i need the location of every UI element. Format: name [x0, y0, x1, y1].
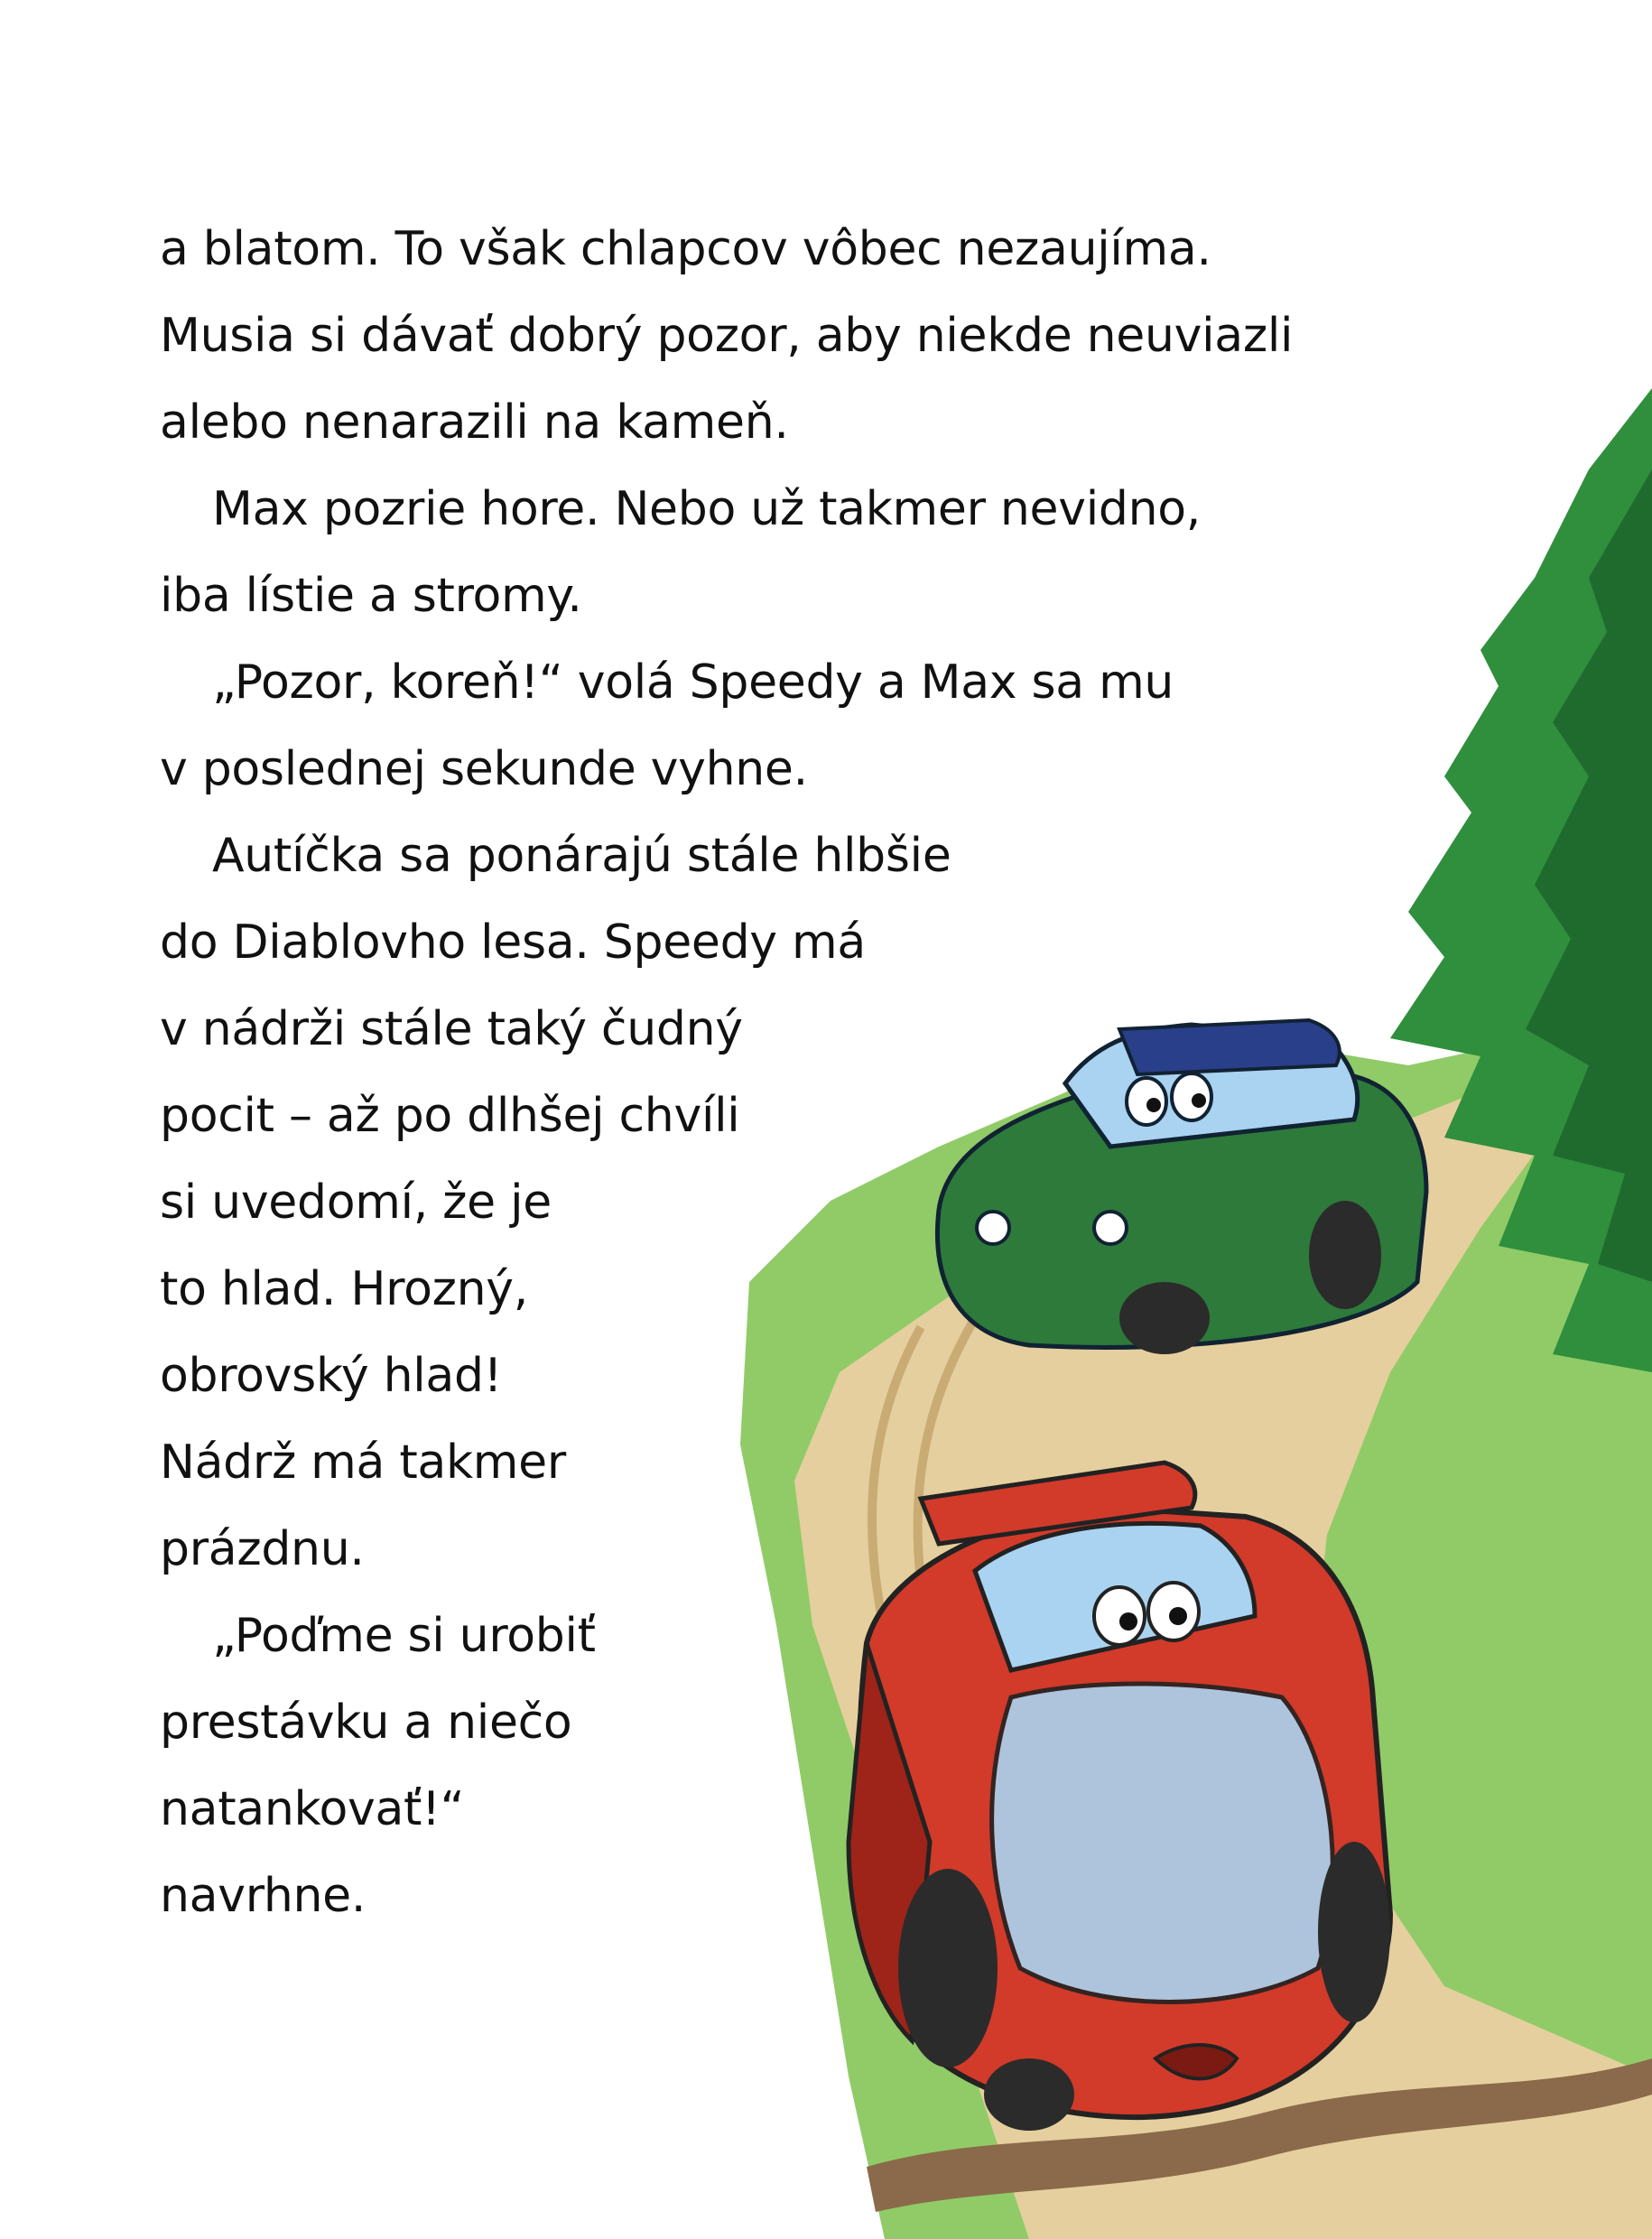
- story-line: Max pozrie hore. Nebo už takmer nevidno,: [212, 482, 1201, 536]
- story-line: prestávku a niečo: [160, 1696, 572, 1750]
- story-line: navrhne.: [160, 1869, 367, 1923]
- story-line: Autíčka sa ponárajú stále hlbšie: [212, 829, 951, 883]
- story-line: natankovať!“: [160, 1782, 465, 1836]
- story-line: v nádrži stále taký čudný: [160, 1002, 743, 1056]
- story-line: „Pozor, koreň!“ volá Speedy a Max sa mu: [212, 655, 1174, 710]
- story-line: v poslednej sekunde vyhne.: [160, 742, 808, 796]
- story-line: obrovský hlad!: [160, 1349, 503, 1403]
- story-line: pocit – až po dlhšej chvíli: [160, 1089, 740, 1143]
- story-line: iba lístie a stromy.: [160, 569, 582, 623]
- story-line: alebo nenarazili na kameň.: [160, 395, 789, 450]
- story-line: Musia si dávať dobrý pozor, aby niekde neuviazli: [160, 309, 1294, 363]
- story-text: [160, 206, 1469, 1939]
- story-line: Nádrž má takmer: [160, 1435, 566, 1490]
- story-line: a blatom. To však chlapcov vôbec nezaujíma.: [160, 222, 1211, 276]
- story-line: prázdnu.: [160, 1522, 365, 1576]
- story-line: si uvedomí, že je: [160, 1175, 552, 1230]
- story-line: do Diablovho lesa. Speedy má: [160, 915, 866, 970]
- story-line: to hlad. Hrozný,: [160, 1262, 528, 1316]
- story-line: „Poďme si urobiť: [212, 1609, 596, 1663]
